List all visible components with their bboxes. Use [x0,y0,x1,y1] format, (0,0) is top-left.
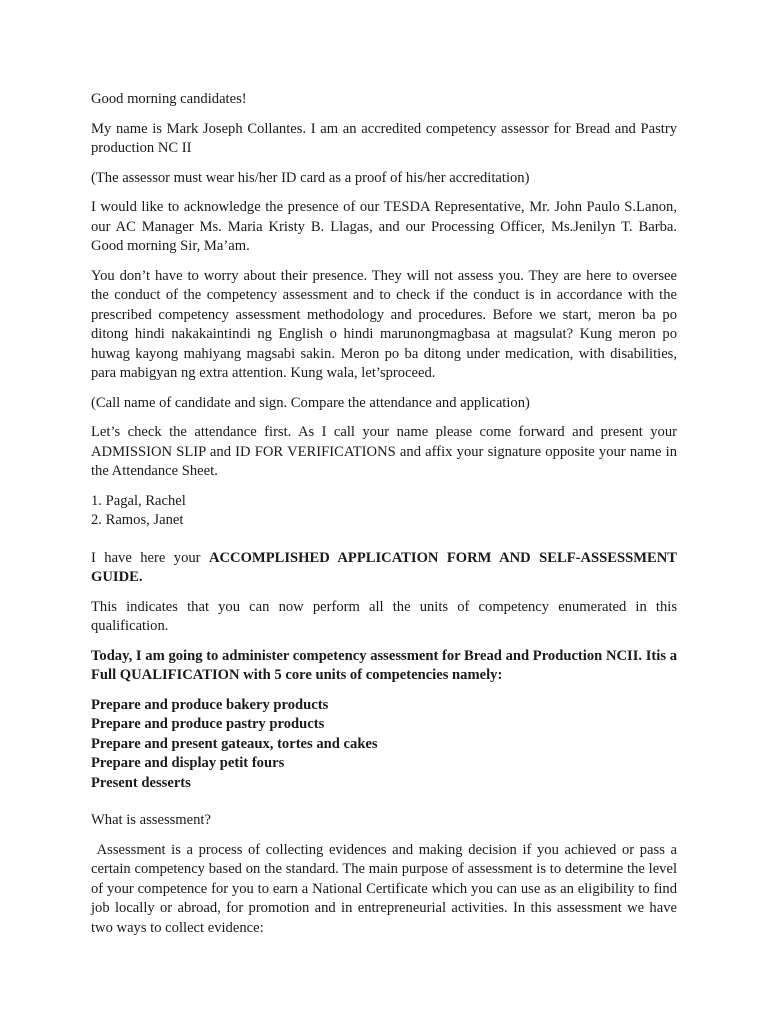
competency-unit: Prepare and produce pastry products [91,716,325,732]
assessment-answer: Assessment is a process of collecting evidences and making decision if you achieved or pass a certain competency based on the standard. The main purpose of assessment is to determine the level of your competence for you to earn a National Certificate which you can use as an eligibility to find job locally or abroad, for promotion and in entrepreneurial activities. In this assessment we have two ways to collect evidence: [91,841,681,936]
competency-unit: Prepare and present gateaux, tortes and cakes [91,735,378,752]
application-form-paragraph [91,549,677,588]
competency-unit: Present desserts [91,774,191,791]
form-prefix: I have here your [91,549,209,566]
document-page [91,90,681,948]
today-paragraph: Today, I am going to administer competency assessment for Bread and Production NCII. Itis a Full QUALIFICATION with 5 core units of competencies namely: [91,647,677,683]
competency-units-list [91,696,677,794]
competency-unit: Prepare and produce bakery products [91,696,329,713]
attendance-instruction: Let’s check the attendance first. As I call your name please come forward and present your ADMISSION SLIP and ID FOR VERIFICATIONS and affix your signature opposite your name in the Attendance Sheet. [91,424,677,479]
candidate-item: 2. Ramos, Janet [91,512,184,528]
candidate-list [91,492,677,531]
competency-unit: Prepare and display petit fours [91,755,285,771]
id-card-note: (The assessor must wear his/her ID card as a proof of his/her accreditation) [91,169,530,186]
attendance-note: (Call name of candidate and sign. Compare the attendance and application) [91,394,530,411]
form-bold-text: ACCOMPLISHED APPLICATION FORM AND SELF-ASSESSMENT GUIDE. [91,549,677,585]
acknowledgement: I would like to acknowledge the presence of our TESDA Representative, Mr. John Paulo S.Lanon, our AC Manager Ms. Maria Kristy B. Llagas, and our Processing Officer, Ms.Jenilyn T. Barba. Good morning Sir, Ma’am. [91,199,677,254]
assessment-question: What is assessment? [91,812,211,828]
presence-paragraph: You don’t have to worry about their presence. They will not assess you. They are here to oversee the conduct of the competency assessment and to check if the conduct is in accordance with the prescribed competency assessment methodology and procedures. Before we start, meron ba po ditong hindi nakakaintindi ng English o hindi marunongmagbasa at magsulat? Kung meron po huwag kayong mahiyang magsabi sakin. Meron po ba ditong under medication, with disabilities, para mabigyan ng extra attention. Kung wala, let’sproceed. [91,267,677,381]
candidate-item: 1. Pagal, Rachel [91,492,186,509]
indicates-paragraph: This indicates that you can now perform all the units of competency enumerated in this qualification. [91,598,677,634]
greeting: Good morning candidates! [91,91,247,107]
assessor-intro: My name is Mark Joseph Collantes. I am an accredited competency assessor for Bread and Pastry production NC II [91,120,677,156]
